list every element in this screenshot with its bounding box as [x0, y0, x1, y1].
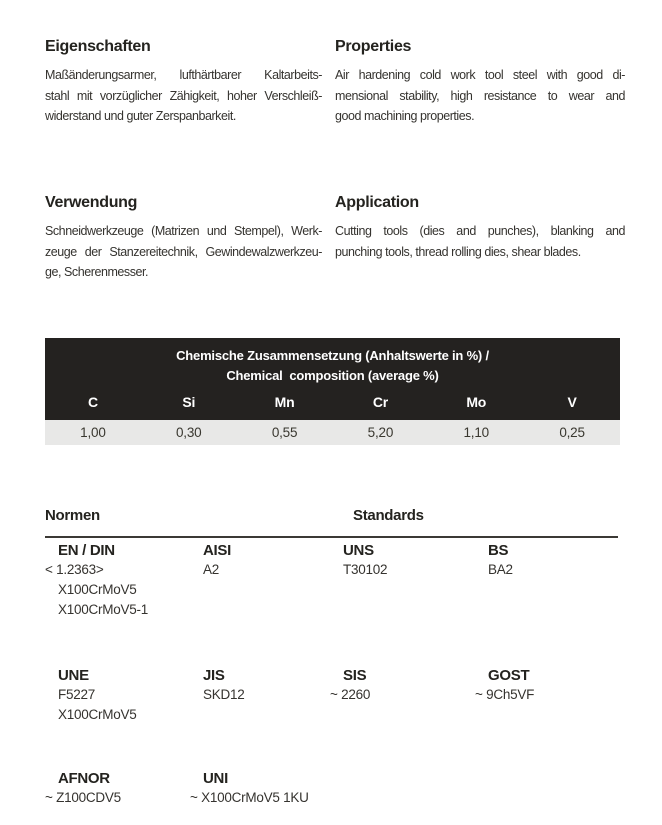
composition-table-header	[45, 338, 620, 420]
standard-label: JIS	[203, 667, 225, 684]
column-header-c: C	[87, 394, 98, 410]
standard-label: AFNOR	[58, 770, 110, 787]
heading-standards: Standards	[353, 507, 424, 524]
paragraph-line: zeuge der Stanzereitechnik, Gewindewalzwerkzeu-	[45, 244, 322, 259]
heading-verwendung: Verwendung	[45, 194, 138, 211]
standard-label: UNS	[343, 542, 374, 559]
standard-label: UNE	[58, 667, 89, 684]
standard-label: BS	[488, 542, 509, 559]
standard-value: SKD12	[203, 687, 245, 702]
column-header-si: Si	[182, 394, 196, 410]
standard-value: X100CrMoV5	[58, 707, 137, 722]
table-column-headers	[45, 394, 620, 410]
standards-cell-uni	[190, 770, 390, 808]
composition-table	[45, 338, 620, 445]
standards-cell-gost	[475, 667, 620, 705]
standards-cell-uns	[330, 542, 475, 580]
standards-divider	[45, 536, 618, 538]
standards-cell-en-din	[45, 542, 190, 620]
paragraph-line: good machining properties.	[335, 109, 475, 124]
table-title-de: Chemische Zusammensetzung (Anhaltswerte in %) /	[176, 348, 489, 363]
value-mo: 1,10	[463, 425, 489, 440]
standards-cell-aisi	[190, 542, 335, 580]
value-c: 1,00	[80, 425, 106, 440]
standard-value: ~ 2260	[330, 687, 371, 702]
heading-application: Application	[335, 194, 419, 211]
standard-label: UNI	[203, 770, 228, 787]
paragraph-application	[335, 221, 625, 262]
standard-value: X100CrMoV5-1	[58, 602, 149, 617]
column-header-v: V	[567, 394, 577, 410]
value-mn: 0,55	[271, 425, 298, 440]
table-value-row	[45, 420, 620, 445]
paragraph-line: Maßänderungsarmer, lufthärtbarer Kaltarbeits-	[45, 68, 322, 82]
standard-value: T30102	[343, 562, 388, 577]
table-title-en: Chemical composition (average %)	[226, 367, 439, 383]
standards-cell-une	[45, 667, 190, 725]
standard-label: EN / DIN	[58, 542, 115, 559]
standard-value: BA2	[488, 562, 513, 577]
value-cr: 5,20	[367, 425, 394, 440]
standard-value: ~ X100CrMoV5 1KU	[190, 790, 309, 805]
standard-label: GOST	[488, 667, 530, 684]
paragraph-line: stahl mit vorzüglicher Zähigkeit, hoher Verschleiß-	[45, 88, 322, 103]
standard-value: F5227	[58, 687, 96, 702]
paragraph-line: Air hardening cold work tool steel with good di-	[335, 68, 625, 82]
paragraph-line: Cutting tools (dies and punches), blanking and	[335, 224, 625, 238]
column-header-mn: Mn	[274, 394, 295, 410]
paragraph-line: mensional stability, high resistance to wear and	[335, 88, 625, 103]
paragraph-line: ge, Scherenmesser.	[45, 265, 149, 280]
heading-eigenschaften: Eigenschaften	[45, 38, 151, 55]
paragraph-eigenschaften	[45, 65, 322, 127]
standard-label: AISI	[203, 542, 231, 559]
standard-value: < 1.2363>	[45, 562, 104, 577]
paragraph-verwendung	[45, 221, 322, 283]
column-header-cr: Cr	[372, 394, 388, 410]
standards-cell-bs	[475, 542, 620, 580]
standards-cell-jis	[190, 667, 335, 705]
standard-value: ~ Z100CDV5	[45, 790, 121, 805]
heading-properties: Properties	[335, 38, 412, 55]
standards-cell-sis	[330, 667, 475, 705]
paragraph-line: punching tools, thread rolling dies, shear blades.	[335, 244, 581, 259]
heading-normen: Normen	[45, 507, 100, 524]
value-v: 0,25	[559, 425, 585, 440]
paragraph-line: Schneidwerkzeuge (Matrizen und Stempel), Werk-	[45, 224, 322, 238]
standard-value: ~ 9Ch5VF	[475, 687, 535, 702]
paragraph-line: widerstand und guter Zerspanbarkeit.	[45, 109, 236, 124]
standard-label: SIS	[343, 667, 367, 684]
paragraph-properties	[335, 65, 625, 127]
standard-value: A2	[203, 562, 220, 577]
standards-cell-afnor	[45, 770, 190, 808]
column-header-mo: Mo	[466, 394, 487, 410]
value-si: 0,30	[176, 425, 202, 440]
standard-value: X100CrMoV5	[58, 582, 137, 597]
